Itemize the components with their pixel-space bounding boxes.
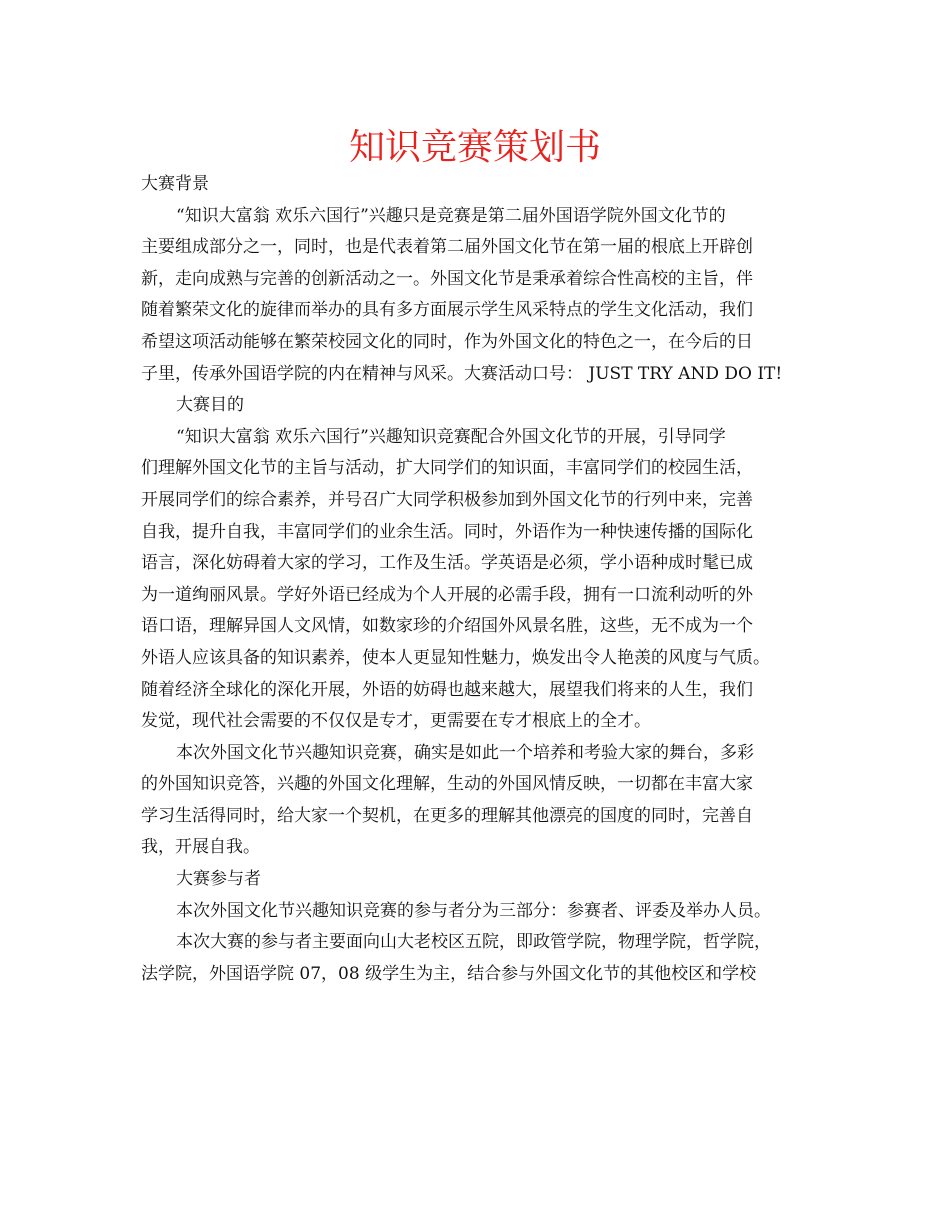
text-line: 学习生活得同时，给大家一个契机，在更多的理解其他漂亮的国度的同时，完善自 (141, 805, 753, 826)
text-line: 们理解外国文化节的主旨与活动，扩大同学们的知识面，丰富同学们的校园生活， (141, 458, 753, 479)
text-line: 本次外国文化节兴趣知识竞赛，确实是如此一个培养和考验大家的舞台，多彩 (176, 742, 754, 763)
text-line: 大赛目的 (176, 395, 244, 416)
text-line: 自我，提升自我，丰富同学们的业余生活。同时，外语作为一种快速传播的国际化 (141, 521, 753, 542)
text-line: 随着繁荣文化的旋律而举办的具有多方面展示学生风采特点的学生文化活动，我们 (141, 300, 753, 321)
text-line: 为一道绚丽风景。学好外语已经成为个人开展的必需手段，拥有一口流利动听的外 (141, 584, 753, 605)
document-body (141, 169, 821, 990)
text-line: 外语人应该具备的知识素养，使本人更显知性魅力，焕发出令人艳羡的风度与气质。 (141, 647, 770, 668)
text-line: 本次外国文化节兴趣知识竞赛的参与者分为三部分：参赛者、评委及举办人员。 (176, 900, 771, 921)
text-line: 新，走向成熟与完善的创新活动之一。外国文化节是秉承着综合性高校的主旨，伴 (141, 268, 753, 289)
text-line: 子里，传承外国语学院的内在精神与风采。大赛活动口号： JUST TRY AND DO IT! (141, 363, 783, 384)
text-line: 语口语，理解异国人文风情，如数家珍的介绍国外风景名胜，这些，无不成为一个 (141, 616, 753, 637)
text-line: 的外国知识竞答，兴趣的外国文化理解，生动的外国风情反映，一切都在丰富大家 (141, 774, 753, 795)
text-line: 大赛背景 (141, 174, 209, 194)
text-line: 语言，深化妨碍着大家的学习，工作及生活。学英语是必须，学小语种成时髦已成 (141, 553, 753, 574)
text-line: 法学院，外国语学院 07，08 级学生为主，结合参与外国文化节的其他校区和学校 (141, 963, 757, 984)
text-line: 发觉，现代社会需要的不仅仅是专才，更需要在专才根底上的全才。 (141, 711, 651, 732)
text-line: 大赛参与者 (176, 869, 261, 890)
text-line: 随着经济全球化的深化开展，外语的妨碍也越来越大，展望我们将来的人生，我们 (141, 679, 753, 700)
text-line: “知识大富翁 欢乐六国行”兴趣只是竞赛是第二届外国语学院外国文化节的 (176, 205, 726, 226)
text-line: “知识大富翁 欢乐六国行”兴趣知识竞赛配合外国文化节的开展，引导同学 (176, 426, 726, 447)
text-line: 我，开展自我。 (141, 837, 260, 858)
document-title: 知识竞赛策划书 (348, 127, 601, 168)
text-line: 主要组成部分之一，同时，也是代表着第二届外国文化节在第一届的根底上开辟创 (141, 237, 753, 258)
text-line: 开展同学们的综合素养，并号召广大同学积极参加到外国文化节的行列中来，完善 (141, 489, 753, 510)
text-line: 希望这项活动能够在繁荣校园文化的同时，作为外国文化的特色之一，在今后的日 (141, 331, 753, 352)
text-line: 本次大赛的参与者主要面向山大老校区五院，即政管学院，物理学院，哲学院， (176, 932, 771, 953)
